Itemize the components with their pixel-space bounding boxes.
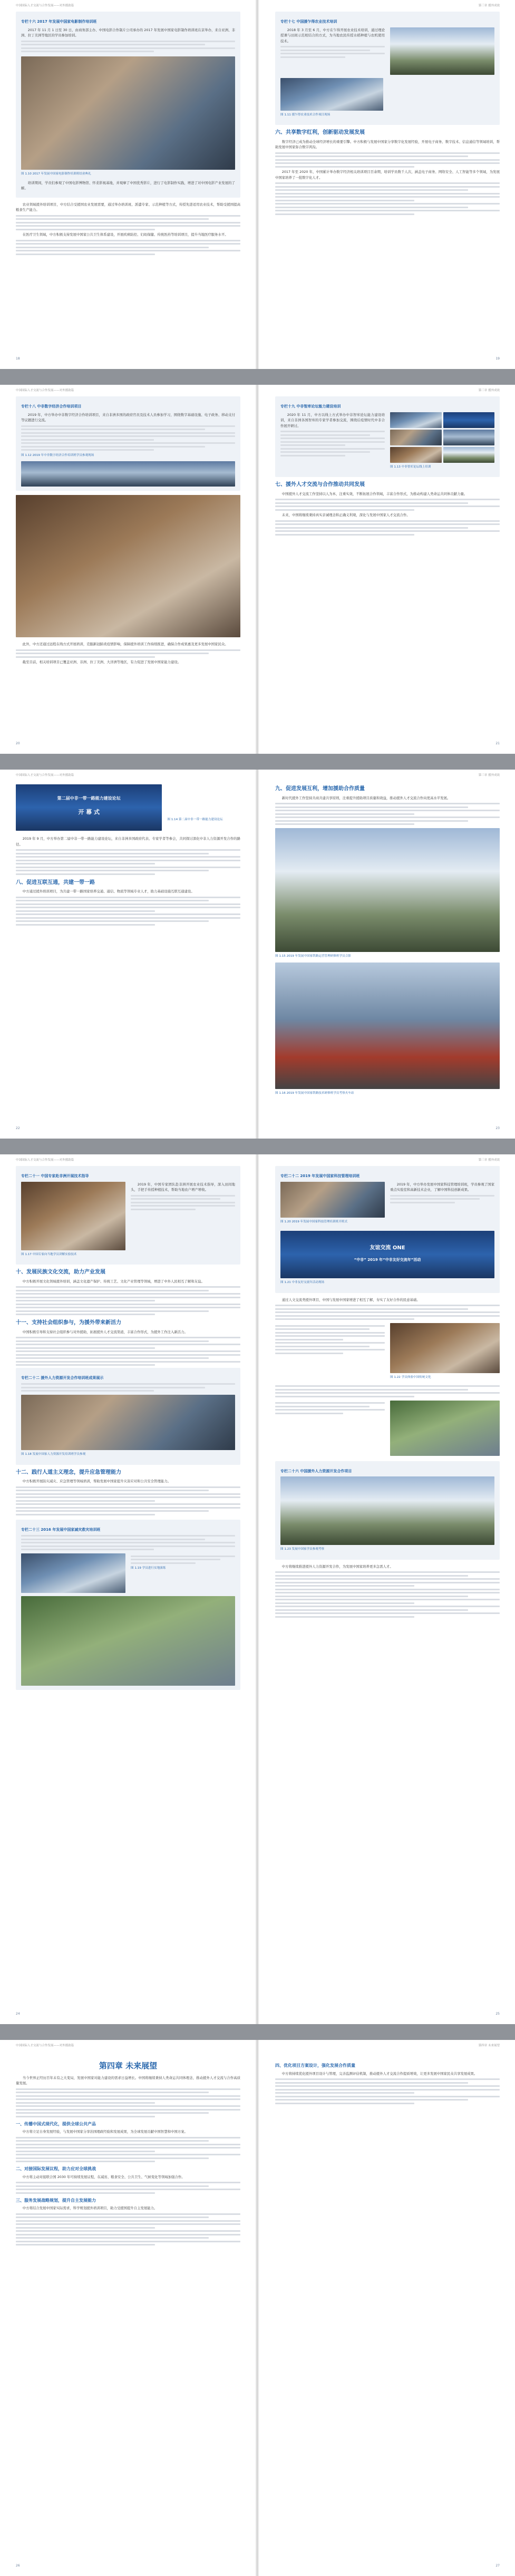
section-heading: 十二、践行人道主义理念，提升应急管理能力 — [16, 1469, 121, 1475]
case-paragraph: 培训期间，学员们参观了中国电影博物馆、怀柔影视基地，并观摩了中国优秀影片，进行了电影制作实践，增进了对中国电影产业发展的了解。 — [21, 180, 235, 190]
case-title: 专栏十七 中国援乍得农业技术培训 — [280, 20, 337, 24]
page-number: 21 — [495, 741, 500, 745]
banner-title: 第二届中非一带一路能力建设论坛 — [57, 796, 121, 801]
body-paragraph: 2017 年至 2020 年，中国累计举办数字经济相关培训项目百余期，培训学员数千人次，涵盖电子商务、网络安全、人工智能等多个领域，为发展中国家培养了一批数字化人才。 — [275, 170, 500, 180]
figure-caption: 图 1.16 2019 年发展中国家铁路技术研修班学员考察火车站 — [275, 1091, 354, 1095]
banner-title: “中非” 2019 年“中非友好交流年”活动 — [354, 1258, 421, 1262]
video-tile — [443, 447, 495, 463]
body-paragraph: 新时代援外工作坚持共商共建共享原则，注重提升援助项目质量和效益，推动援外人才交流合作向更高水平发展。 — [281, 795, 451, 800]
page-number: 23 — [495, 1126, 500, 1130]
page-25 — [264, 1154, 511, 2024]
body-paragraph: 中国援外人才交流工作坚持以人为本，注重实效，不断拓展合作领域，丰富合作形式，为推动构建人类命运共同体贡献力量。 — [281, 491, 468, 496]
drill-photo — [21, 1596, 235, 1686]
case-box — [275, 396, 500, 477]
page-number: 24 — [16, 2011, 20, 2016]
case-paragraph: 2019 年，中方举办中非数字经济合作培训项目，来自非洲多国的政府官员及技术人员参加学习，围绕数字基础设施、电子政务、移动支付等议题进行交流。 — [21, 412, 235, 422]
case-title: 专栏二十二 援外人力资源开发合作培训班成果展示 — [21, 1375, 104, 1380]
case-box — [16, 12, 240, 198]
video-tile — [390, 447, 442, 463]
case-title: 专栏十六 2017 年发展中国家电影制作培训班 — [21, 20, 97, 24]
section-heading: 九、促进发展互利，增加援助合作质量 — [275, 786, 365, 792]
running-header: 第三章 援外成效 — [478, 4, 500, 7]
figure-caption: 图 1.11 援乍得农业技术合作项目现场 — [280, 113, 331, 116]
figure-caption: 图 1.14 第二届中非一带一路能力建设论坛 — [167, 818, 223, 821]
figure-caption: 图 1.19 学员进行实地演练 — [131, 1567, 166, 1570]
body-paragraph: 中方将持续优化援外项目设计与管理，完善监测评估机制，推动援外人才交流合作提质增效，让更多发展中国家民众共享发展成果。 — [281, 2071, 478, 2076]
spread-2 — [0, 385, 515, 754]
case-box — [275, 1461, 500, 1560]
video-tile — [390, 430, 442, 445]
running-header: 中国国际人才交流与合作发展——对外援助篇 — [16, 1159, 74, 1162]
figure-caption: 图 1.15 2019 年发展中国家铁路运营管理研修班学员合影 — [275, 955, 351, 958]
page-20 — [4, 385, 252, 754]
page-number: 27 — [495, 2563, 500, 2568]
figure-caption: 图 1.10 2017 年发展中国家电影制作培训班结业典礼 — [21, 172, 91, 176]
group-photo — [275, 828, 500, 952]
page-number: 22 — [16, 1126, 20, 1130]
page-24 — [4, 1154, 252, 2024]
train-photo — [275, 963, 500, 1089]
running-header: 中国国际人才交流与合作发展——对外援助篇 — [16, 4, 74, 7]
dance-photo — [390, 1401, 500, 1456]
case-title: 专栏十八 中非数字经济合作培训项目 — [21, 404, 82, 409]
field-photo — [390, 27, 494, 75]
page-number: 26 — [16, 2563, 20, 2568]
subsection-heading: 一、传播中国式现代化，提供全球公共产品 — [16, 2121, 96, 2126]
training-photo — [21, 56, 235, 170]
body-paragraph: 中方通过援外培训项目，为共建一带一路国家培养交通、通信、物流等领域专业人才，助力基础设施互联互通建设。 — [22, 889, 195, 893]
case-paragraph: 2019 年，中国专家团队赴非洲开展农业技术指导，深入田间地头，手把手传授种植技术，帮助当地农户增产增收。 — [131, 1182, 235, 1192]
figure-caption: 图 1.13 中非智库论坛线上培训 — [390, 465, 431, 469]
case-paragraph: 2019 年，中方举办发展中国家科技管理培训班，学员参观了国家重点实验室和高新技术企业，了解中国科技创新成果。 — [390, 1182, 494, 1192]
group-photo — [280, 1476, 494, 1545]
body-paragraph: 通过人文交流类援外项目，中国与发展中国家增进了相互了解，夯实了友好合作的民意基础。 — [281, 1297, 420, 1302]
case-paragraph: 2017 年 11 月 1 日至 30 日，由商务部主办、中国电影合作制片公司承办的 2017 年发展中国家电影制作培训班在京举办，来自亚洲、非洲、拉丁美洲等地区的学员参加培训。 — [21, 27, 235, 37]
video-grid — [390, 412, 494, 463]
body-paragraph: 中方积极开展防灾减灾、应急管理等领域培训，帮助发展中国家提升灾害应对和公共安全管理能力。 — [22, 1479, 171, 1483]
body-paragraph: 2019 年 9 月，中方举办第二届中非一带一路能力建设论坛，来自非洲多国政府代表、专家学者等参会，共同探讨深化中非人力资源开发合作的路径。 — [16, 837, 240, 847]
running-header: 第三章 援外成效 — [478, 1159, 500, 1162]
page-19 — [264, 0, 511, 369]
video-tile — [443, 412, 495, 428]
body-paragraph: 农业领域援外培训项目，中方结合受援国农业发展需要，通过举办培训班、派遣专家、示范种植等方式，传授先进适用农业技术，帮助受援国提高粮食生产能力。 — [16, 202, 240, 212]
drill-photo — [21, 1553, 125, 1593]
spread-4 — [0, 1154, 515, 2024]
body-paragraph: 中方将结合发展中国家实际需求，科学规划援外培训项目，助力受援国提升自主发展能力。 — [22, 2206, 158, 2210]
section-heading: 七、援外人才交流与合作推动共同发展 — [275, 482, 365, 488]
body-paragraph: 截至目前，相关培训项目已覆盖亚洲、非洲、拉丁美洲、大洋洲等地区，有力促进了发展中国家能力建设。 — [22, 660, 181, 664]
chapter-title: 第四章 未来展望 — [99, 2061, 158, 2070]
group-photo — [21, 1395, 235, 1450]
body-paragraph: 当今世界正经历百年未有之大变局，发展中国家对能力建设的需求日益增长。中国将继续秉持人类命运共同体理念，推动援外人才交流与合作高质量发展。 — [16, 2075, 240, 2085]
running-header: 中国国际人才交流与合作发展——对外援助篇 — [16, 2044, 74, 2047]
ceremony-photo — [280, 1182, 385, 1218]
banner-subtitle: 开 幕 式 — [78, 809, 100, 815]
page-27 — [264, 2040, 511, 2576]
running-header: 第三章 援外成效 — [478, 774, 500, 777]
running-header: 中国国际人才交流与合作发展——对外援助篇 — [16, 774, 74, 777]
body-paragraph: 中方积极开展文化领域援外培训，涵盖文化遗产保护、传统工艺、文化产业管理等领域，增进了中外人民相互了解和友谊。 — [22, 1279, 205, 1284]
field-photo — [280, 78, 383, 111]
figure-caption: 图 1.20 2019 年发展中国家科技管理培训班开班式 — [280, 1220, 348, 1223]
running-header: 中国国际人才交流与合作发展——对外援助篇 — [16, 389, 74, 392]
page-number: 20 — [16, 741, 20, 745]
video-tile — [390, 412, 442, 428]
culture-photo — [390, 1323, 500, 1373]
subsection-heading: 二、对接国际发展议程，助力应对全球挑战 — [16, 2166, 96, 2171]
running-header: 第四章 未来展望 — [478, 2044, 500, 2047]
body-paragraph: 中方将立足自身发展经验，与发展中国家分享治国理政经验和发展成果，为全球发展贡献中国智慧和中国方案。 — [22, 2130, 188, 2134]
case-paragraph: 2020 年 11 月，中方以线上方式举办中非智库论坛能力建设培训，来自非洲各国智库的专家学者参加交流，围绕后疫情时代中非合作展开研讨。 — [280, 412, 385, 428]
lab-photo — [21, 1182, 125, 1250]
case-title: 专栏二十二 2019 年发展中国家科技管理培训班 — [280, 1174, 360, 1178]
case-title: 专栏二十三 2016 年发展中国家减灾救灾培训班 — [21, 1527, 101, 1532]
case-title: 专栏二十一 中国专家赴非洲开展技术指导 — [21, 1174, 89, 1178]
page-number: 25 — [495, 2011, 500, 2016]
body-paragraph: 数字经济已成为推动全球经济增长的重要引擎。中方积极与发展中国家分享数字化发展经验，开展电子商务、数字技术、信息通信等领域培训，帮助发展中国家弥合数字鸿沟。 — [275, 139, 500, 149]
case-title: 专栏二十六 中国援外人力资源开发合作项目 — [280, 1469, 352, 1473]
page-21 — [264, 385, 511, 754]
spread-5 — [0, 2040, 515, 2576]
banner-subtitle: 友谊交流 ONE — [370, 1245, 405, 1251]
page-23 — [264, 770, 511, 1139]
figure-caption: 图 1.21 中非友好交流年活动现场 — [280, 1281, 325, 1284]
running-header: 第三章 援外成效 — [478, 389, 500, 392]
body-paragraph: 中方将继续推进援外人力资源开发合作，为发展中国家培养更多急需人才。 — [281, 1564, 393, 1569]
body-paragraph: 中方将主动对接联合国 2030 年可持续发展议程，在减贫、粮食安全、公共卫生、气候变化等领域加强合作。 — [22, 2174, 185, 2179]
subsection-heading: 三、服务发展战略规划，提升自主发展能力 — [16, 2198, 96, 2203]
case-title: 专栏十九 中非智库论坛能力建设培训 — [280, 404, 341, 409]
section-heading: 十、发展民族文化交流，助力产业发展 — [16, 1269, 105, 1275]
case-box — [275, 12, 500, 125]
video-tile — [443, 430, 495, 445]
body-paragraph: 此外，中方还通过远程在线方式开展培训，克服新冠肺炎疫情影响，保障援外培训工作持续推进，确保合作成果惠及更多发展中国家民众。 — [22, 642, 228, 646]
event-banner — [280, 1231, 494, 1278]
page-26 — [4, 2040, 252, 2576]
case-box — [275, 1166, 500, 1293]
page-18 — [4, 0, 252, 369]
forum-banner-photo — [16, 784, 162, 831]
body-paragraph: 未来，中国将继续秉持真实亲诚理念和正确义利观，深化与发展中国家人才交流合作。 — [281, 513, 410, 517]
page-number: 18 — [16, 356, 20, 361]
page-22 — [4, 770, 252, 1139]
page-number: 19 — [495, 356, 500, 361]
body-paragraph: 中国积极引导和支持社会组织参与对外援助，拓展援外人才交流渠道，丰富合作形式，为援外工作注入新活力。 — [22, 1329, 188, 1334]
section-heading: 八、促进互联互通，共建一带一路 — [16, 879, 95, 886]
subsection-heading: 四、优化项目方案设计，强化发展合作质量 — [275, 2063, 355, 2068]
section-heading: 十一、支持社会组织参与，为援外带来新活力 — [16, 1320, 121, 1326]
case-box — [16, 1368, 240, 1465]
figure-caption: 图 1.23 发展中国家学员参观考察 — [280, 1548, 325, 1551]
figure-caption: 图 1.22 学员体验中国传统文化 — [390, 1376, 431, 1379]
figure-caption: 图 1.17 中国专家向当地学员讲解实验技术 — [21, 1252, 77, 1256]
training-photo — [21, 461, 235, 487]
case-box — [16, 1166, 240, 1265]
spread-3 — [0, 770, 515, 1139]
case-paragraph: 2018 年 3 月至 6 月，中方在乍得开展农业技术培训，通过理论授课与田间示范相结合的方式，为当地农民传授水稻种植与农机使用技术。 — [280, 27, 385, 43]
lab-photo — [16, 495, 240, 637]
spread-1 — [0, 0, 515, 369]
case-box — [16, 1520, 240, 1690]
case-box — [16, 396, 240, 491]
body-paragraph: 在医疗卫生领域，中方积极支持发展中国家公共卫生体系建设，开展疾病防控、妇幼保健、传统医药等培训项目，提升当地医疗服务水平。 — [22, 232, 228, 237]
figure-caption: 图 1.18 发展中国家人力资源开发培训班学员参观 — [21, 1453, 86, 1456]
figure-caption: 图 1.12 2019 年中非数字经济合作培训班学员参观现场 — [21, 453, 94, 457]
section-heading: 六、共享数字红利，创新驱动发展发展 — [275, 130, 365, 135]
